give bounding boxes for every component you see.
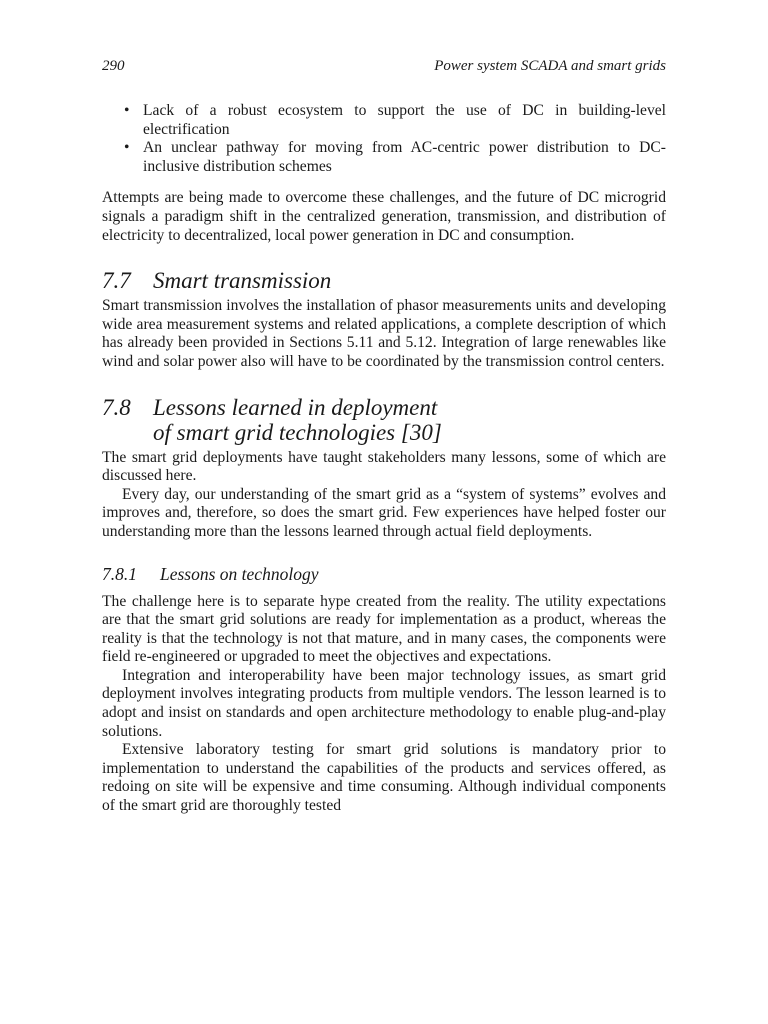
paragraph: Every day, our understanding of the smart grid as a “system of systems” evolves and improves and, therefore, so does the smart grid. Few experiences have helped foster our understanding more than the lessons learned through actual field deployments. — [102, 485, 666, 540]
page-number: 290 — [102, 58, 125, 74]
list-item-text: Lack of a robust ecosystem to support the use of DC in building-level electrification — [143, 102, 666, 138]
section-number: 7.8 — [102, 394, 131, 420]
subsection-heading-7-8-1 — [102, 564, 666, 584]
section-heading-7-8 — [102, 395, 666, 445]
section-heading-7-7 — [102, 268, 666, 293]
bullet-icon: • — [124, 139, 130, 157]
running-title: Power system SCADA and smart grids — [434, 58, 666, 74]
section-title: Smart transmission — [153, 268, 332, 294]
paragraph: Extensive laboratory testing for smart grid solutions is mandatory prior to implementation to understand the capabilities of the products and services offered, as redoing on site will be expensive and time consuming. Although individual components of the smart grid are thoroughly tested — [102, 741, 666, 815]
list-item — [102, 139, 666, 176]
subsection-number: 7.8.1 — [102, 563, 137, 584]
bullet-icon: • — [124, 102, 130, 119]
paragraph: Integration and interoperability have been major technology issues, as smart grid deployment involves integrating products from multiple vendors. The lesson learned is to adopt and insist on standards and open architecture methodology to enable plug-and-play solutions. — [102, 666, 666, 740]
challenge-list — [102, 102, 666, 176]
page-body — [102, 102, 666, 816]
section-number: 7.7 — [102, 268, 131, 294]
list-item — [102, 102, 666, 139]
paragraph: Attempts are being made to overcome these challenges, and the future of DC microgrid signals a paradigm shift in the centralized generation, transmission, and distribution of electricity to decentralized, local power generation in DC and consumption. — [102, 189, 666, 244]
paragraph: The challenge here is to separate hype created from the reality. The utility expectations are that the smart grid solutions are ready for implementation as a product, whereas the reality is that the technology is not that mature, and in many cases, the components were field re-engineered or upgraded to meet the objectives and expectations. — [102, 592, 666, 666]
section-title-line2: of smart grid technologies [30] — [153, 419, 442, 445]
paragraph: The smart grid deployments have taught stakeholders many lessons, some of which are discussed here. — [102, 448, 666, 485]
subsection-title: Lessons on technology — [160, 563, 319, 584]
list-item-text: An unclear pathway for moving from AC-centric power distribution to DC-inclusive distribution schemes — [143, 139, 666, 175]
paragraph: Smart transmission involves the installation of phasor measurements units and developing wide area measurement systems and related applications, a complete description of which has already been provided in Sections 5.11 and 5.12. Integration of large renewables like wind and solar power also will have to be coordinated by the transmission control centers. — [102, 297, 666, 370]
running-head — [102, 57, 666, 76]
section-title-line1: Lessons learned in deployment — [153, 394, 438, 420]
